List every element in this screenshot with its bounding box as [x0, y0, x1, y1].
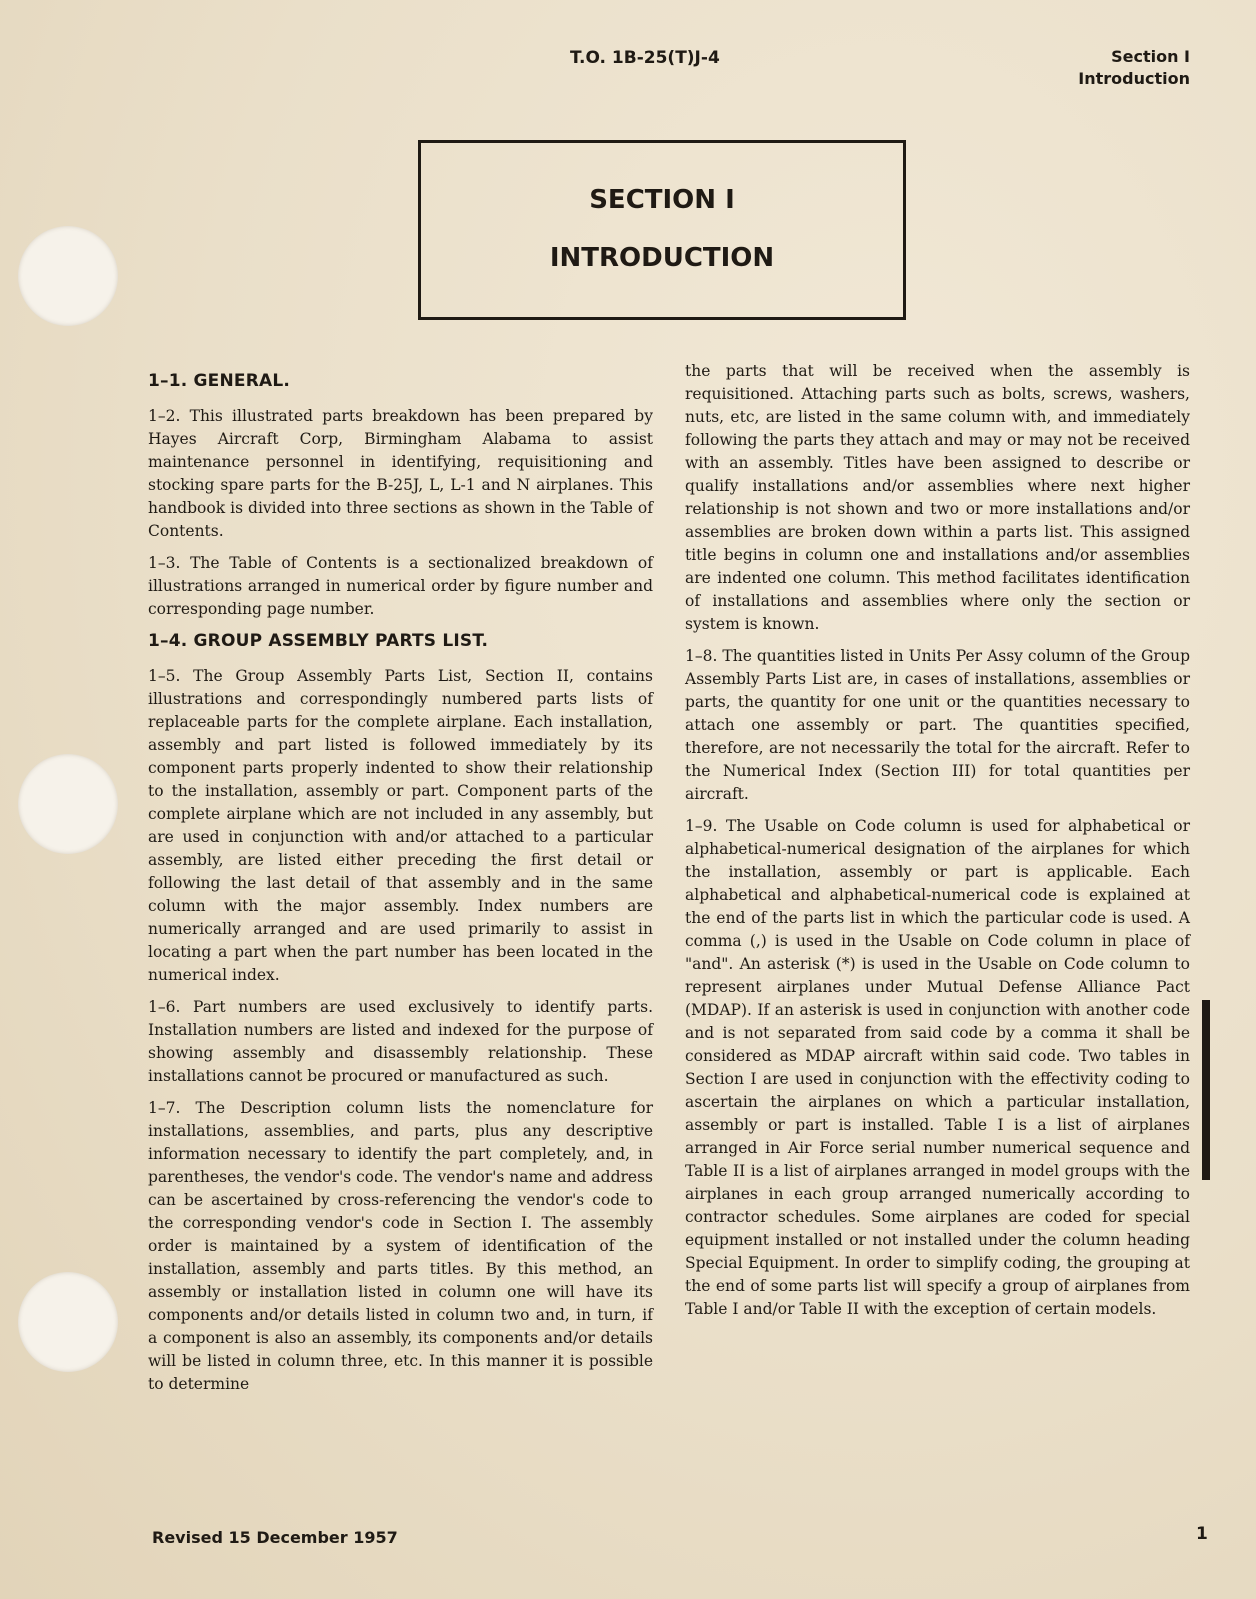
section-title-box: [418, 140, 906, 320]
section-number: SECTION I: [589, 185, 735, 215]
binder-hole: [18, 754, 118, 854]
revision-date: Revised 15 December 1957: [152, 1528, 398, 1547]
paragraph-1-2: 1–2. This illustrated parts breakdown has been prepared by Hayes Aircraft Corp, Birmingham Alabama to assist maintenance personnel in identifying, requisitioning and stocking spare parts for the B-25J, L, L-1 and N airplanes. This handbook is divided into three sections as shown in the Table of Contents.: [148, 407, 653, 540]
paragraph-1-9: 1–9. The Usable on Code column is used for alphabetical or alphabetical-numerical designation of the airplanes for which the installation, assembly or part is applicable. Each alphabetical and alphabetical-numerical code is explained at the end of the parts list in which the particular code is used. A comma (,) is used in the Usable on Code column in place of "and". An asterisk (*) is used in the Usable on Code column to represent airplanes under Mutual Defense Alliance Pact (MDAP). If an asterisk is used in conjunction with another code and is not separated from said code by a comma it shall be considered as MDAP aircraft within said code. Two tables in Section I are used in conjunction with the effectivity coding to ascertain the airplanes on which a particular installation, assembly or part is installed. Table I is a list of airplanes arranged in Air Force serial number numerical sequence and Table II is a list of airplanes arranged in model groups with the airplanes in each group arranged numerically according to contractor schedules. Some airplanes are coded for special equipment installed or not installed under the column heading Special Equipment. In order to simplify coding, the grouping at the end of some parts list will specify a group of airplanes from Table I and/or Table II with the exception of certain models.: [685, 817, 1190, 1318]
doc-number: T.O. 1B-25(T)J-4: [570, 48, 720, 68]
paragraph-1-8: 1–8. The quantities listed in Units Per Assy column of the Group Assembly Parts List are, in cases of installations, assemblies or parts, the quantity for one unit or the quantities necessary to attach one assembly or part. The quantities specified, therefore, are not necessarily the total for the aircraft. Refer to the Numerical Index (Section III) for total quantities per aircraft.: [685, 647, 1190, 803]
section-title: INTRODUCTION: [549, 243, 775, 273]
binder-hole: [18, 226, 118, 326]
heading-general: 1–1. GENERAL.: [148, 371, 291, 391]
paragraph-1-6: 1–6. Part numbers are used exclusively to identify parts. Installation numbers are listed and indexed for the purpose of showing assembly and disassembly relationship. These installations cannot be procured or manufactured as such.: [148, 998, 653, 1085]
running-header: [1078, 46, 1190, 90]
paragraph-1-7: 1–7. The Description column lists the nomenclature for installations, assemblies, and parts, plus any descriptive information necessary to identify the part completely, and, in parentheses, the vendor's code. The vendor's name and address can be ascertained by cross-referencing the vendor's code to the corresponding vendor's code in Section I. The assembly order is maintained by a system of identification of the installation, assembly and parts titles. By this method, an assembly or installation listed in column one will have its components and/or details listed in column two and, in turn, if a component is also an assembly, its components and/or details will be listed in column three, etc. In this manner it is possible to determine: [148, 1099, 653, 1393]
left-column: [148, 364, 653, 1405]
paragraph-continued: the parts that will be received when the assembly is requisitioned. Attaching parts such as bolts, screws, washers, nuts, etc, are listed in the same column with, and immediately following the parts they attach and may or may not be received with an assembly. Titles have been assigned to describe or qualify installations and/or assemblies where next higher relationship is not shown and two or more installations and/or assemblies are broken down within a parts list. This assigned title begins in column one and installations and/or assemblies are indented one column. This method facilitates identification of installations and assemblies where only the section or system is known.: [685, 362, 1190, 633]
paragraph-1-3: 1–3. The Table of Contents is a sectionalized breakdown of illustrations arranged in numerical order by figure number and corresponding page number.: [148, 554, 653, 618]
right-column: [685, 360, 1190, 1330]
section-label: Section I: [1111, 47, 1190, 66]
heading-group-assembly: 1–4. GROUP ASSEMBLY PARTS LIST.: [148, 631, 489, 651]
binder-hole: [18, 1272, 118, 1372]
section-title-label: Introduction: [1078, 69, 1190, 88]
page-number: 1: [1196, 1524, 1208, 1544]
paragraph-1-5: 1–5. The Group Assembly Parts List, Section II, contains illustrations and correspondingly numbered parts lists of replaceable parts for the complete airplane. Each installation, assembly and part listed is followed immediately by its component parts properly indented to show their relationship to the installation, assembly or part. Component parts of the complete airplane which are not included in any assembly, but are used in conjunction with and/or attached to a particular assembly, are listed either preceding the first detail or following the last detail of that assembly and in the same column with the major assembly. Index numbers are numerically arranged and are used primarily to assist in locating a part when the part number has been located in the numerical index.: [148, 667, 653, 984]
change-bar: [1202, 1000, 1210, 1180]
